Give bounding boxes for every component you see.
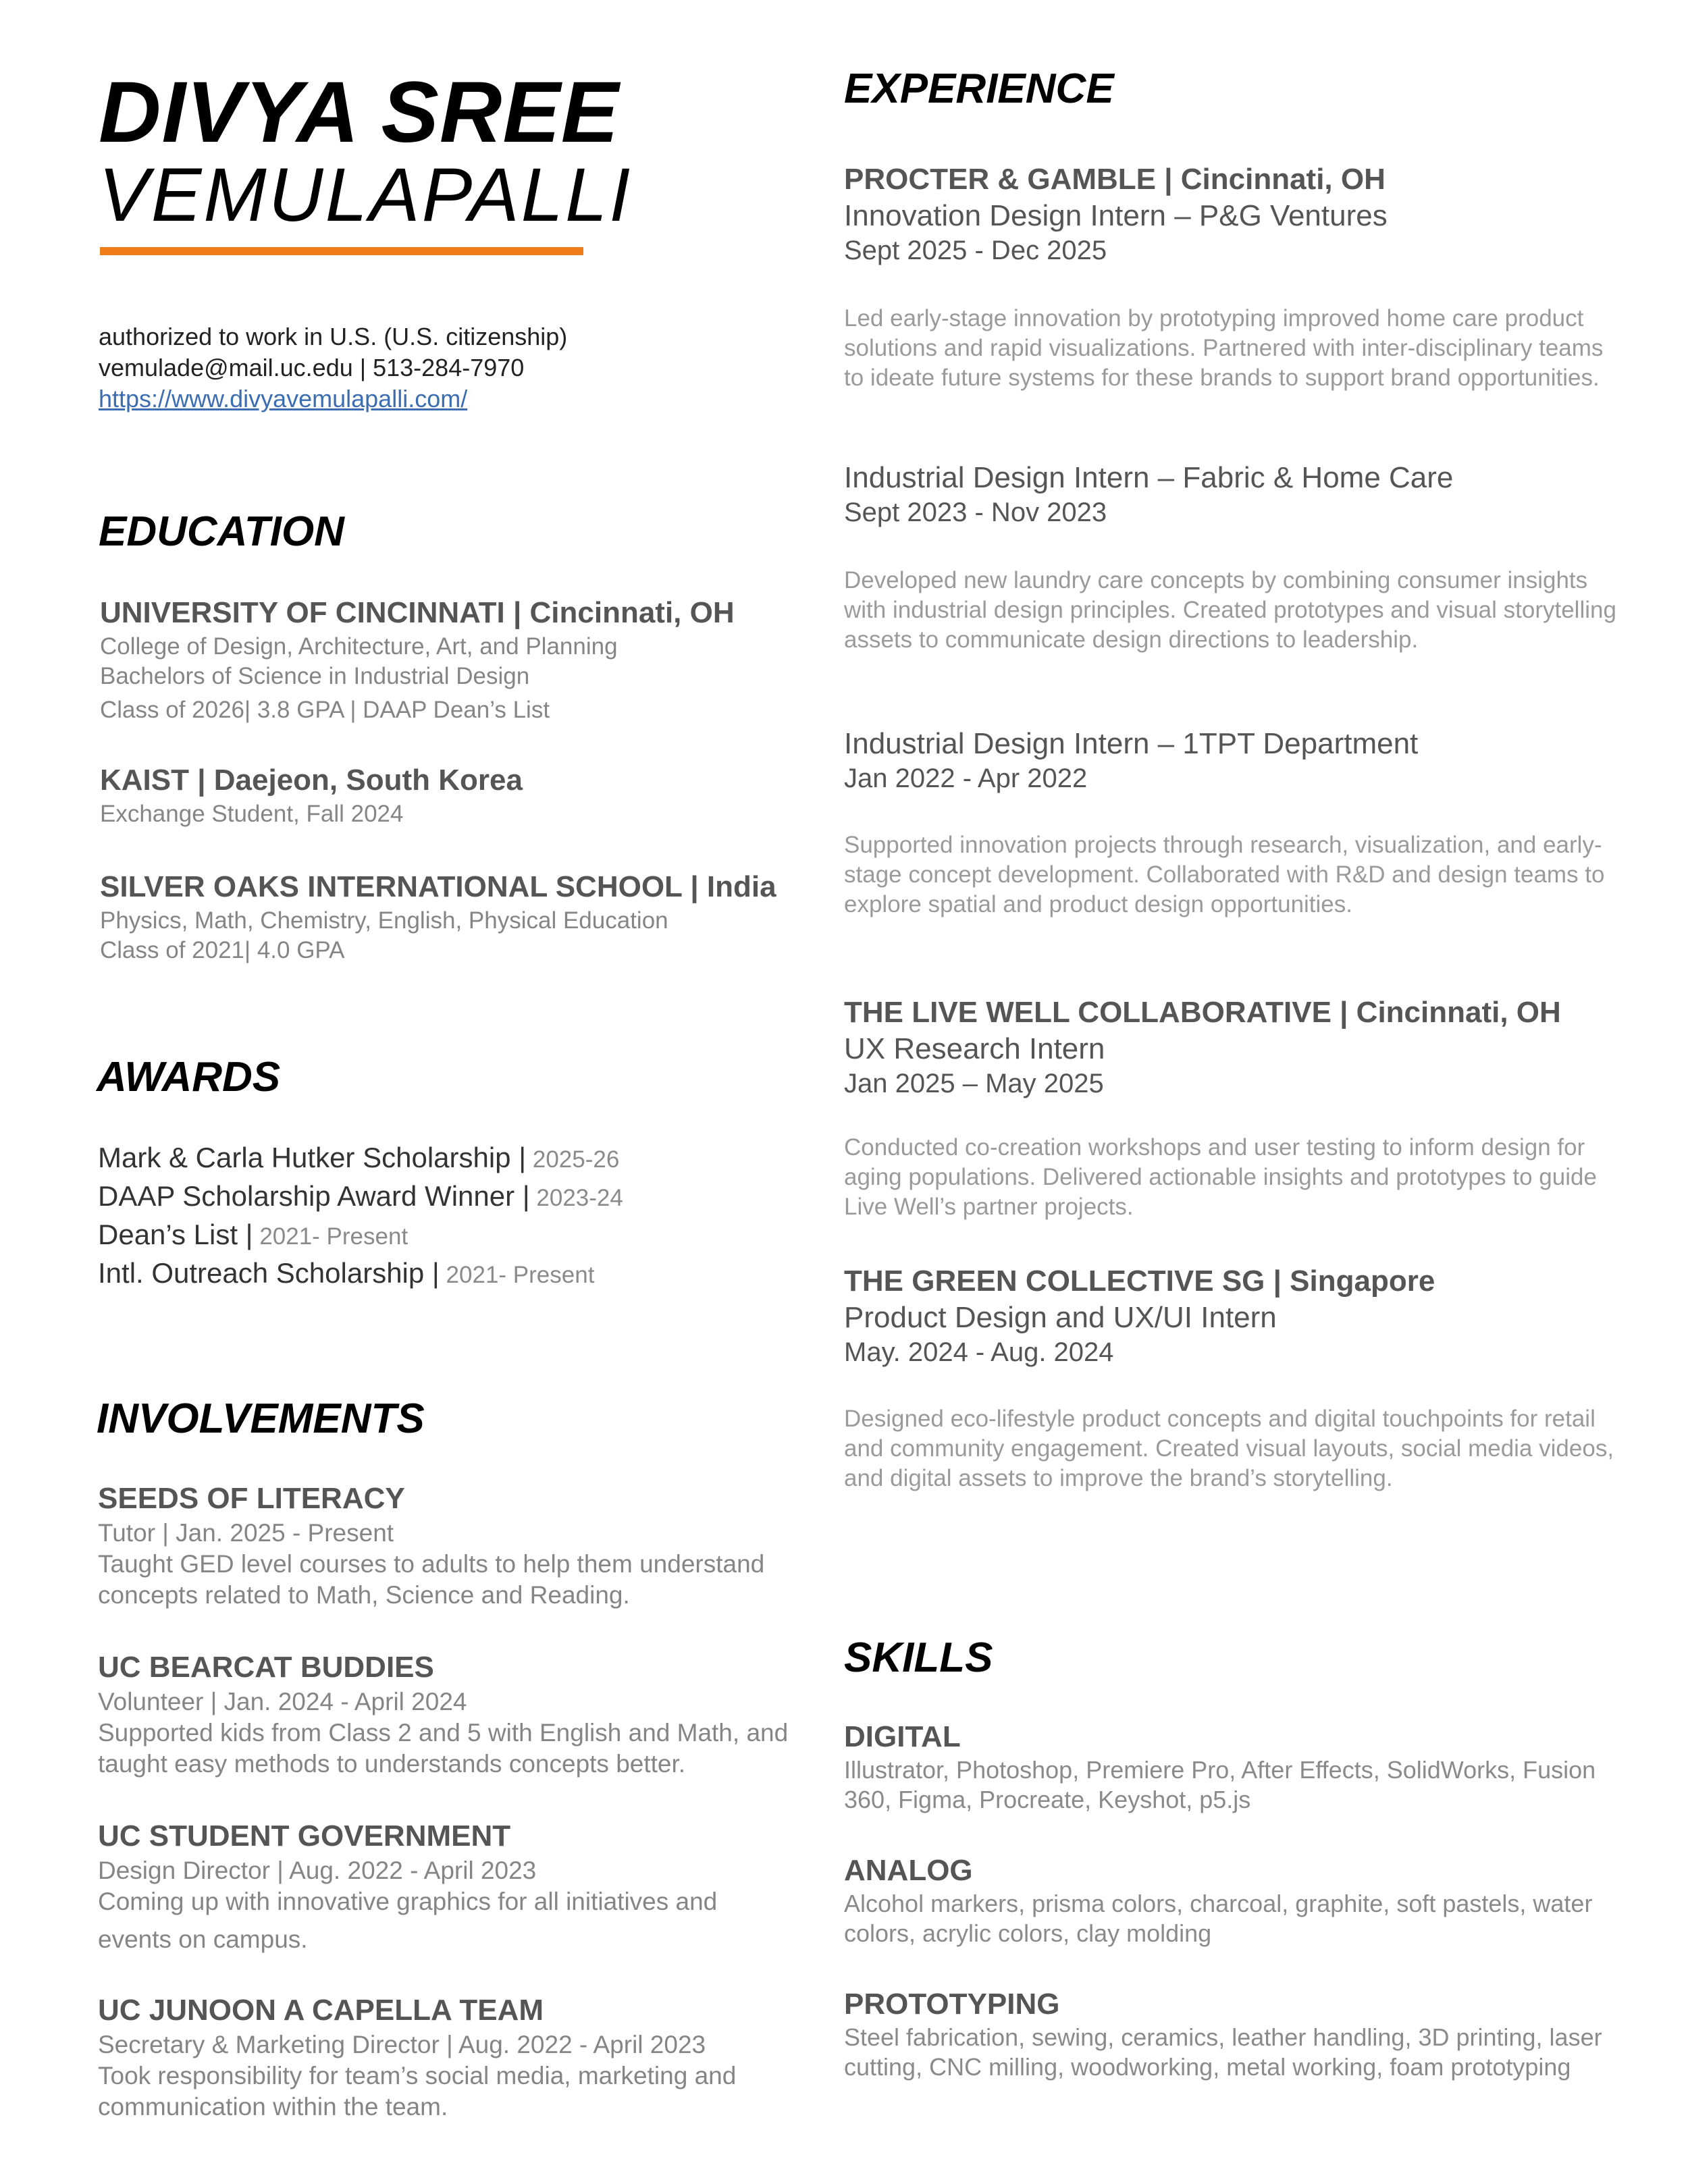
involvement-desc: Supported kids from Class 2 and 5 with English and Math, and: [98, 1719, 789, 1747]
experience-role: Industrial Design Intern – Fabric & Home Care: [844, 461, 1454, 494]
involvement-entry: [98, 1480, 764, 1611]
involvement-org: SEEDS OF LITERACY: [98, 1482, 405, 1515]
experience-desc: Supported innovation projects through research, visualization, and early-stage concept development. Collaborated with R&D and design teams to explore spatial and product design opportunities.: [844, 832, 1605, 917]
education-detail: College of Design, Architecture, Art, and Planning: [100, 633, 618, 660]
involvement-desc: Taught GED level courses to adults to help them understand: [98, 1550, 765, 1578]
experience-role: Innovation Design Intern – P&G Ventures: [844, 199, 1388, 232]
experience-desc: Led early-stage innovation by prototyping improved home care product solutions and rapid visualizations. Partnered with inter-disciplinary teams to ideate future systems for these brands to support brand opportunities.: [844, 305, 1604, 391]
experience-dates: Jan 2025 – May 2025: [844, 1069, 1104, 1098]
education-org: KAIST | Daejeon, South Korea: [100, 764, 523, 797]
involvement-entry: [98, 1992, 736, 2123]
education-entry: [100, 868, 776, 965]
involvement-org: UC JUNOON A CAPELLA TEAM: [98, 1994, 544, 2027]
experience-desc: Developed new laundry care concepts by combining consumer insights with industrial design principles. Created prototypes and visual storytelling assets to communicate design directions to leadership.: [844, 567, 1616, 653]
experience-role-block: [844, 726, 1418, 795]
skill-group: [844, 1719, 1627, 1815]
experience-dates: Jan 2022 - Apr 2022: [844, 764, 1088, 793]
award-item: DAAP Scholarship Award Winner | 2023-24: [98, 1180, 623, 1212]
involvement-desc: concepts related to Math, Science and Reading.: [98, 1581, 630, 1609]
experience-entry-livewell: [844, 994, 1561, 1100]
education-entry: [100, 762, 523, 829]
involvement-desc: Coming up with innovative graphics for all initiatives and: [98, 1888, 718, 1915]
skill-group: [844, 1986, 1627, 2082]
awards-heading: AWARDS: [97, 1054, 281, 1100]
involvement-entry: [98, 1817, 717, 1955]
education-org: UNIVERSITY OF CINCINNATI | Cincinnati, OH: [100, 596, 735, 629]
experience-role: Product Design and UX/UI Intern: [844, 1301, 1277, 1334]
skill-body: Illustrator, Photoshop, Premiere Pro, After Effects, SolidWorks, Fusion 360, Figma, Procreate, Keyshot, p5.js: [844, 1756, 1596, 1813]
email-phone-line: [99, 352, 567, 383]
experience-entry-green: [844, 1262, 1435, 1369]
education-detail: Exchange Student, Fall 2024: [100, 801, 404, 827]
experience-entry-pg: [844, 161, 1388, 267]
awards-list: [98, 1140, 623, 1294]
skill-head: ANALOG: [844, 1854, 973, 1887]
skills-heading: SKILLS: [844, 1634, 993, 1681]
experience-dates: Sept 2023 - Nov 2023: [844, 498, 1107, 527]
skill-head: DIGITAL: [844, 1720, 961, 1753]
education-org: SILVER OAKS INTERNATIONAL SCHOOL | India: [100, 870, 776, 903]
skill-body: Steel fabrication, sewing, ceramics, leather handling, 3D printing, laser cutting, CNC milling, woodworking, metal working, foam prototyping: [844, 2023, 1602, 2081]
award-item: Dean’s List | 2021- Present: [98, 1219, 408, 1250]
name-underline: [100, 247, 583, 255]
involvement-desc: taught easy methods to understands concepts better.: [98, 1750, 686, 1778]
award-item: Mark & Carla Hutker Scholarship | 2025-26: [98, 1142, 620, 1173]
involvement-desc: communication within the team.: [98, 2093, 448, 2121]
experience-role-block: [844, 460, 1453, 529]
experience-heading: EXPERIENCE: [844, 65, 1114, 112]
involvement-role: Volunteer | Jan. 2024 - April 2024: [98, 1688, 467, 1715]
experience-org: THE GREEN COLLECTIVE SG | Singapore: [844, 1264, 1435, 1298]
email[interactable]: vemulade@mail.uc.edu: [99, 354, 353, 381]
experience-org: THE LIVE WELL COLLABORATIVE | Cincinnati, OH: [844, 996, 1561, 1029]
last-name: VEMULAPALLI: [99, 153, 633, 237]
education-detail: Class of 2026| 3.8 GPA | DAAP Dean’s List: [100, 697, 550, 723]
experience-org: PROCTER & GAMBLE | Cincinnati, OH: [844, 163, 1386, 196]
involvement-desc: Took responsibility for team’s social media, marketing and: [98, 2062, 737, 2089]
website-link[interactable]: https://www.divyavemulapalli.com/: [99, 385, 468, 412]
involvement-role: Tutor | Jan. 2025 - Present: [98, 1519, 394, 1547]
experience-dates: May. 2024 - Aug. 2024: [844, 1337, 1114, 1367]
experience-role: Industrial Design Intern – 1TPT Department: [844, 727, 1419, 760]
experience-dates: Sept 2025 - Dec 2025: [844, 236, 1107, 265]
skill-group: [844, 1853, 1627, 1948]
education-heading: EDUCATION: [99, 508, 344, 555]
award-item: Intl. Outreach Scholarship | 2021- Present: [98, 1257, 595, 1289]
involvement-desc: events on campus.: [98, 1925, 308, 1953]
involvement-org: UC STUDENT GOVERNMENT: [98, 1819, 511, 1853]
involvement-role: Design Director | Aug. 2022 - April 2023: [98, 1857, 537, 1884]
skill-head: PROTOTYPING: [844, 1988, 1060, 2021]
involvement-entry: [98, 1649, 788, 1780]
skill-body: Alcohol markers, prisma colors, charcoal, graphite, soft pastels, water colors, acrylic colors, clay molding: [844, 1890, 1593, 1947]
contact-block: [99, 321, 567, 415]
experience-desc: Conducted co-creation workshops and user testing to inform design for aging populations. Delivered actionable insights and prototypes to guide Live Well’s partner projects.: [844, 1134, 1597, 1220]
phone[interactable]: 513-284-7970: [373, 354, 525, 381]
involvement-role: Secretary & Marketing Director | Aug. 2022 - April 2023: [98, 2031, 706, 2058]
education-detail: Physics, Math, Chemistry, English, Physical Education: [100, 907, 668, 934]
separator: |: [352, 354, 373, 381]
education-detail: Class of 2021| 4.0 GPA: [100, 937, 345, 963]
involvement-org: UC BEARCAT BUDDIES: [98, 1651, 434, 1684]
experience-role: UX Research Intern: [844, 1032, 1105, 1065]
education-entry: [100, 594, 735, 725]
first-name: DIVYA SREE: [99, 64, 620, 161]
work-status: authorized to work in U.S. (U.S. citizenship): [99, 323, 568, 350]
education-detail: Bachelors of Science in Industrial Design: [100, 663, 530, 689]
experience-desc: Designed eco-lifestyle product concepts and digital touchpoints for retail and community engagement. Created visual layouts, social media videos, and digital assets to improve the brand’s storytelling.: [844, 1406, 1614, 1491]
involvements-heading: INVOLVEMENTS: [97, 1395, 425, 1442]
